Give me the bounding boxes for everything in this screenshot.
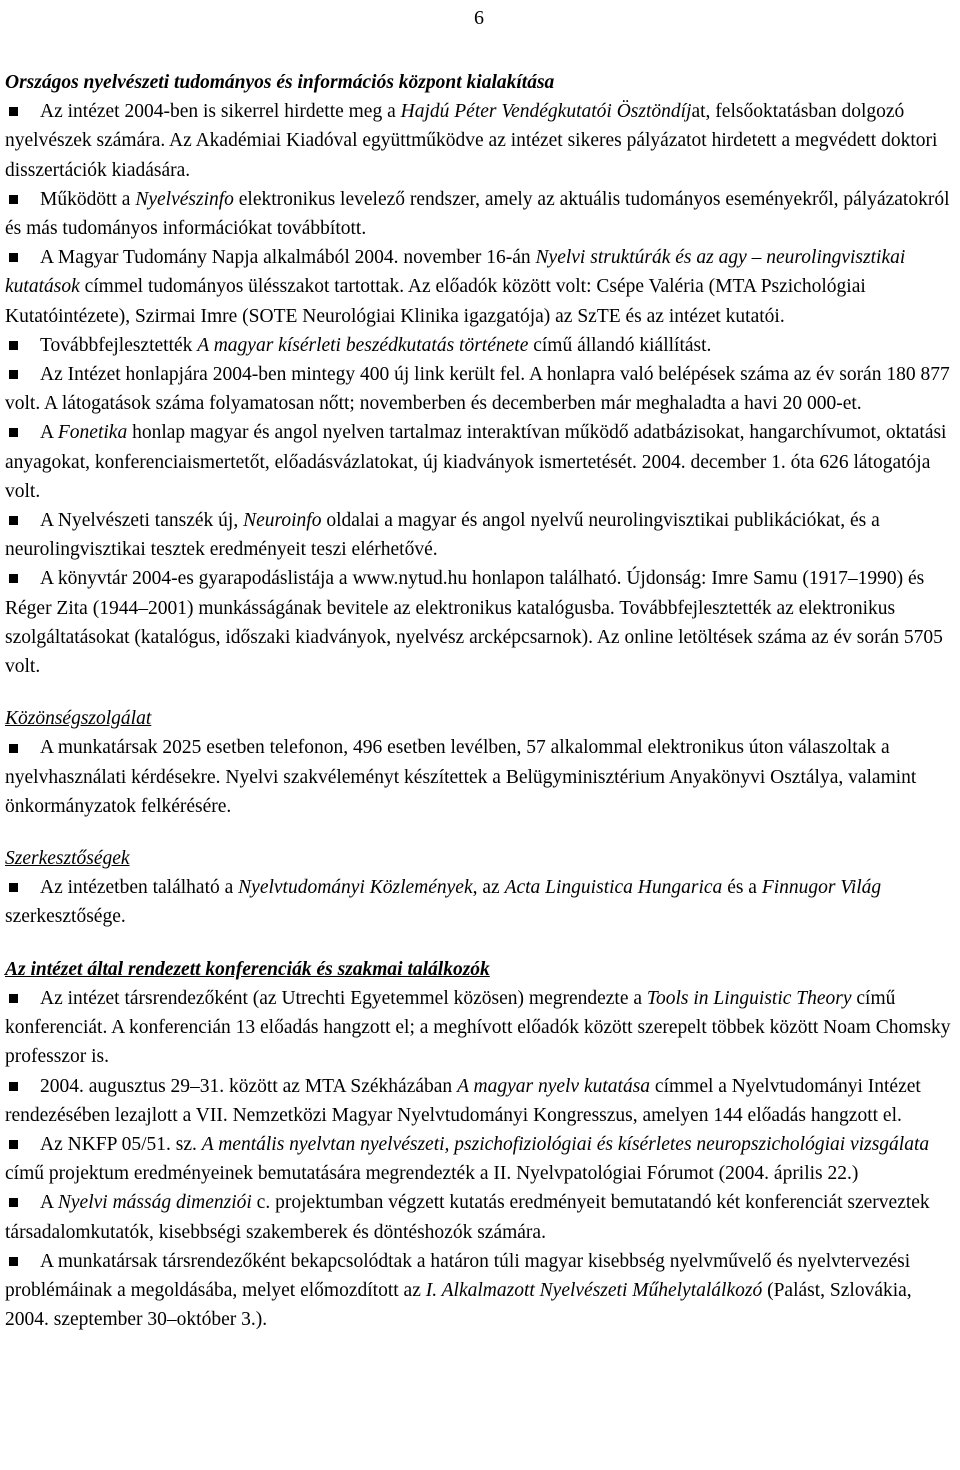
item-text: című konferenciát. A konferencián 13 előadás hangzott el; a meghívott előadók között szerepelt többek között Noam Chomsky professzor is. bbox=[5, 987, 951, 1068]
section-national-center bbox=[5, 68, 952, 681]
bullet-item bbox=[5, 243, 952, 331]
square-bullet-icon bbox=[9, 516, 18, 525]
italic-title-text: Nyelvi struktúrák és az agy – neurolingvisztikai kutatások bbox=[5, 247, 906, 298]
square-bullet-icon bbox=[9, 883, 18, 892]
section-editorial-offices bbox=[5, 844, 952, 932]
section-items bbox=[5, 733, 952, 821]
section-items bbox=[5, 873, 952, 931]
item-text: , az bbox=[472, 877, 505, 899]
square-bullet-icon bbox=[9, 1257, 18, 1266]
italic-title-text: Hajdú Péter Vendégkutatói Ösztöndíj bbox=[400, 101, 692, 123]
italic-title-text: Tools in Linguistic Theory bbox=[646, 987, 852, 1009]
bullet-item bbox=[5, 360, 952, 418]
item-text: c. projektumban végzett kutatás eredményeit bemutatandó két konferenciát szerveztek társadalomkutatók, kisebbségi szakemberek és döntéshozók számára. bbox=[5, 1192, 930, 1243]
page-number: 6 bbox=[474, 7, 484, 29]
item-text: Az Intézet honlapjára 2004-ben mintegy 400 új link került fel. A honlapra való belépések száma az év során 180 877 volt. A látogatások száma folyamatosan nőtt; novemberben és decemberben már meghaladta a havi 20 000-et. bbox=[5, 364, 950, 415]
item-text: A munkatársak társrendezőként bekapcsolódtak a határon túli magyar kisebbség nyelvművelő és nyelvtervezési problémáinak a megoldásába, melyet előmozdított az bbox=[5, 1250, 911, 1301]
square-bullet-icon bbox=[9, 744, 18, 753]
italic-title-text: Nyelvészinfo bbox=[135, 188, 234, 210]
bullet-item bbox=[5, 564, 952, 681]
section-items bbox=[5, 984, 952, 1334]
item-text: honlap magyar és angol nyelven tartalmaz interaktívan működő adatbázisokat, hangarchívumot, oktatási anyagokat, konferenciaismertetőt, előadásvázlatokat, új kiadványok ismertetését. 2004. december 1. óta 626 látogatója volt. bbox=[5, 422, 947, 502]
section-conferences bbox=[5, 955, 952, 1335]
bullet-item bbox=[5, 1072, 952, 1130]
square-bullet-icon bbox=[9, 428, 18, 437]
bullet-item bbox=[5, 331, 952, 360]
square-bullet-icon bbox=[9, 574, 18, 583]
bullet-item bbox=[5, 97, 952, 185]
square-bullet-icon bbox=[9, 1198, 18, 1207]
italic-title-text: Nyelvi másság dimenziói bbox=[57, 1192, 252, 1214]
italic-title-text: A magyar nyelv kutatása bbox=[457, 1075, 651, 1097]
item-text: Továbbfejlesztették bbox=[40, 334, 198, 356]
italic-title-text: Nyelvtudományi Közlemények bbox=[238, 877, 473, 899]
italic-title-text: Acta Linguistica Hungarica bbox=[504, 877, 723, 899]
italic-title-text: Fonetika bbox=[57, 422, 128, 444]
item-text: A munkatársak 2025 esetben telefonon, 496 esetben levélben, 57 alkalommal elektronikus úton válaszoltak a nyelvhasználati kérdésekre. Nyelvi szakvéleményt készítettek a Belügyminisztérium Anyakönyvi Osztálya, valamint önkormányzatok felkérésére. bbox=[5, 737, 917, 817]
bullet-item bbox=[5, 418, 952, 506]
italic-title-text: Neuroinfo bbox=[243, 510, 322, 532]
item-text: elektronikus levelező rendszer, amely az aktuális tudományos eseményekről, pályázatokról és más tudományos információkat továbbított. bbox=[5, 188, 950, 240]
item-text: című állandó kiállítást. bbox=[528, 334, 712, 356]
item-text: A bbox=[40, 1192, 58, 1214]
bullet-item bbox=[5, 733, 952, 821]
bullet-item bbox=[5, 1130, 952, 1188]
section-items bbox=[5, 97, 952, 681]
square-bullet-icon bbox=[9, 1082, 18, 1091]
square-bullet-icon bbox=[9, 370, 18, 379]
item-text: szerkesztősége. bbox=[5, 906, 126, 928]
item-text: A Magyar Tudomány Napja alkalmából 2004. november 16-án bbox=[40, 247, 536, 269]
item-text: Az NKFP 05/51. sz. bbox=[40, 1133, 202, 1155]
square-bullet-icon bbox=[9, 107, 18, 116]
item-text: A Nyelvészeti tanszék új, bbox=[40, 510, 244, 532]
section-public-service bbox=[5, 704, 952, 821]
bullet-item bbox=[5, 984, 952, 1072]
square-bullet-icon bbox=[9, 253, 18, 262]
bullet-item bbox=[5, 1188, 952, 1246]
item-text: címmel a Nyelvtudományi Intézet rendezésében lezajlott a VII. Nemzetközi Magyar Nyelvtudományi Kongresszus, amelyen 144 előadás hangzott el. bbox=[5, 1075, 921, 1126]
bullet-item bbox=[5, 1247, 952, 1335]
item-text: Az intézetben található a bbox=[40, 877, 239, 899]
section-title: Az intézet által rendezett konferenciák és szakmai találkozók bbox=[5, 958, 490, 980]
bullet-item bbox=[5, 506, 952, 564]
item-text: címmel tudományos ülésszakot tartottak. Az előadók között volt: Csépe Valéria (MTA Pszichológiai Kutatóintézete), Szirmai Imre (SOTE Neurológiai Klinika igazgatója) az SzTE és az intézet kutatói. bbox=[5, 276, 866, 327]
item-text: (Palást, Szlovákia, 2004. szeptember 30–október 3.). bbox=[5, 1279, 912, 1331]
item-text: 2004. augusztus 29–31. között az MTA Székházában bbox=[40, 1075, 458, 1097]
item-text: Az intézet 2004-ben is sikerrel hirdette meg a bbox=[40, 101, 401, 123]
item-text: Működött a bbox=[40, 188, 136, 210]
section-title: Országos nyelvészeti tudományos és információs központ kialakítása bbox=[5, 72, 555, 93]
square-bullet-icon bbox=[9, 341, 18, 350]
italic-title-text: Finnugor Világ bbox=[761, 877, 882, 899]
bullet-item bbox=[5, 873, 952, 931]
item-text: at, felsőoktatásban dolgozó nyelvészek számára. Az Akadémiai Kiadóval együttműködve az intézet sikeres pályázatot hirdetett a megvédett doktori disszertációk kiadására. bbox=[5, 101, 938, 181]
item-text: A bbox=[40, 422, 58, 444]
item-text: című projektum eredményeinek bemutatására megrendezték a II. Nyelvpatológiai Fórumot (2004. április 22.) bbox=[5, 1163, 859, 1185]
section-title: Szerkesztőségek bbox=[5, 848, 130, 870]
item-text: és a bbox=[722, 877, 762, 899]
square-bullet-icon bbox=[9, 195, 18, 204]
italic-title-text: A mentális nyelvtan nyelvészeti, pszichofiziológiai és kísérletes neuropszichológiai vizsgálata bbox=[201, 1133, 930, 1155]
square-bullet-icon bbox=[9, 1140, 18, 1149]
bullet-item bbox=[5, 185, 952, 243]
section-title: Közönségszolgálat bbox=[5, 708, 152, 730]
item-text: oldalai a magyar és angol nyelvű neurolingvisztikai publikációkat, és a neurolingvisztikai tesztek eredményeit teszi elérhetővé. bbox=[5, 510, 880, 561]
square-bullet-icon bbox=[9, 994, 18, 1003]
item-text: Az intézet társrendezőként (az Utrechti Egyetemmel közösen) megrendezte a bbox=[40, 987, 647, 1009]
italic-title-text: A magyar kísérleti beszédkutatás története bbox=[197, 334, 529, 356]
item-text: A könyvtár 2004-es gyarapodáslistája a www.nytud.hu honlapon található. Újdonság: Imre Samu (1917–1990) és Réger Zita (1944–2001) munkásságának bevitele az elektronikus katalógusba. Továbbfejlesztették az elektronikus szolgáltatásokat (katalógus, időszaki kiadványok, nyelvész arcképcsarnok). Az online letöltések száma az év során 5705 volt. bbox=[5, 568, 943, 678]
italic-title-text: I. Alkalmazott Nyelvészeti Műhelytalálkozó bbox=[425, 1279, 763, 1301]
